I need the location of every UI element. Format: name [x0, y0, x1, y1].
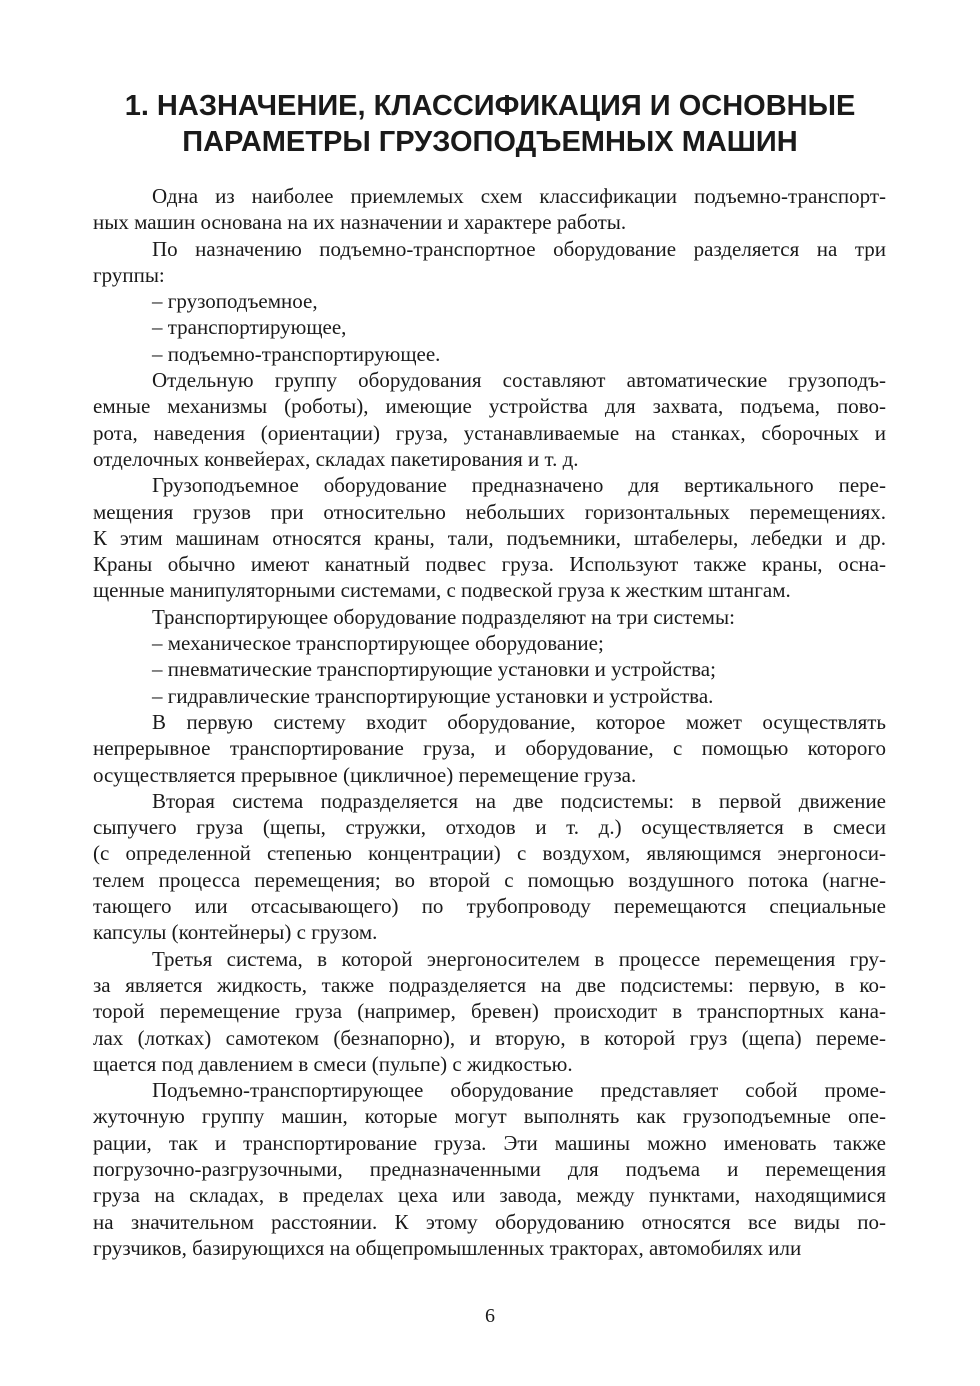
- text-line: Подъемно-транспортирующее оборудование представляет собой проме-: [152, 1078, 886, 1103]
- text-line: телем процесса перемещения; во второй с помощью воздушного потока (нагне-: [93, 867, 886, 892]
- text-line: емные механизмы (роботы), имеющие устройства для захвата, подъема, пово-: [93, 394, 886, 419]
- paragraph: [93, 656, 886, 682]
- text-line: рота, наведения (ориентации) груза, устанавливаемые на станках, сборочных и: [93, 420, 886, 445]
- paragraph: [93, 183, 886, 236]
- paragraph: [93, 788, 886, 946]
- text-line: Отдельную группу оборудования составляют автоматические грузоподъ-: [152, 368, 886, 393]
- paragraph: [93, 236, 886, 289]
- heading-line-2: ПАРАМЕТРЫ ГРУЗОПОДЪЕМНЫХ МАШИН: [182, 126, 798, 158]
- heading-line-1: 1. НАЗНАЧЕНИЕ, КЛАССИФИКАЦИЯ И ОСНОВНЫЕ: [124, 90, 856, 122]
- text-line: погрузочно-разгрузочными, предназначенными для подъема и перемещения: [93, 1156, 886, 1181]
- text-line: отделочных конвейерах, складах пакетирования и т. д.: [93, 446, 579, 471]
- text-line: Вторая система подразделяется на две подсистемы: в первой движение: [152, 788, 886, 813]
- text-line: лах (лотках) самотеком (безнапорно), и вторую, в которой груз (щепа) переме-: [93, 1025, 886, 1050]
- paragraph: [93, 367, 886, 472]
- text-line: – грузоподъемное,: [152, 289, 318, 314]
- text-line: – механическое транспортирующее оборудование;: [152, 631, 604, 656]
- text-line: В первую систему входит оборудование, которое может осуществлять: [152, 709, 886, 734]
- text-line: Одна из наиболее приемлемых схем классификации подъемно-транспорт-: [152, 184, 886, 208]
- text-line: Третья система, в которой энергоносителем в процессе перемещения гру-: [152, 946, 886, 971]
- text-line: груза на складах, в пределах цеха или завода, между пунктами, находящимися: [93, 1183, 886, 1208]
- text-line: К этим машинам относятся краны, тали, подъемники, штабелеры, лебедки и др.: [93, 525, 886, 550]
- paragraph: [93, 709, 886, 788]
- paragraph: [93, 683, 886, 709]
- text-line: По назначению подъемно-транспортное оборудование разделяется на три: [152, 236, 886, 261]
- text-line: капсулы (контейнеры) с грузом.: [93, 920, 378, 945]
- text-line: жуточную группу машин, которые могут выполнять как грузоподъемные опе-: [93, 1104, 886, 1129]
- paragraph: [93, 314, 886, 340]
- paragraph: [93, 946, 886, 1077]
- paragraph: [93, 630, 886, 656]
- text-line: мещения грузов при относительно небольших горизонтальных перемещениях.: [93, 499, 886, 524]
- text-line: рации, так и транспортирование груза. Эти машины можно именовать также: [93, 1130, 886, 1155]
- text-line: ных машин основана на их назначении и характере работы.: [93, 210, 627, 235]
- text-line: осуществляется прерывное (цикличное) перемещение груза.: [93, 762, 637, 787]
- text-line: торой перемещение груза (например, бревен) происходит в транспортных кана-: [93, 999, 886, 1024]
- page-number: 6: [485, 1305, 495, 1327]
- text-line: Краны обычно имеют канатный подвес груза. Используют также краны, осна-: [93, 552, 886, 577]
- paragraph: [93, 341, 886, 367]
- paragraph: [93, 472, 886, 603]
- text-line: – транспортирующее,: [152, 315, 347, 340]
- text-line: группы:: [93, 262, 165, 287]
- text-line: (с определенной степенью концентрации) с воздухом, являющимся энергоноси-: [93, 841, 886, 866]
- text-line: щается под давлением в смеси (пульпе) с жидкостью.: [93, 1051, 573, 1076]
- paragraph: [93, 1077, 886, 1261]
- text-line: сыпучего груза (щепы, стружки, отходов и т. д.) осуществляется в смеси: [93, 815, 886, 840]
- text-line: – подъемно-транспортирующее.: [152, 341, 441, 366]
- text-line: – пневматические транспортирующие установки и устройства;: [152, 657, 716, 682]
- chapter-heading: [80, 88, 900, 160]
- body-text: [93, 183, 886, 1261]
- text-line: щенные манипуляторными системами, с подвеской груза к жестким штангам.: [93, 578, 791, 603]
- text-line: на значительном расстоянии. К этому оборудованию относятся все виды по-: [93, 1209, 886, 1234]
- text-line: Транспортирующее оборудование подразделяют на три системы:: [152, 604, 735, 629]
- text-line: – гидравлические транспортирующие установки и устройства.: [152, 683, 714, 708]
- paragraph: [93, 288, 886, 314]
- text-line: тающего или отсасывающего) по трубопроводу перемещаются специальные: [93, 894, 886, 919]
- text-line: непрерывное транспортирование груза, и оборудование, с помощью которого: [93, 736, 886, 761]
- text-line: за является жидкость, также подразделяется на две подсистемы: первую, в ко-: [93, 972, 886, 997]
- text-line: грузчиков, базирующихся на общепромышленных тракторах, автомобилях или: [93, 1235, 802, 1260]
- text-line: Грузоподъемное оборудование предназначено для вертикального пере-: [152, 473, 886, 498]
- paragraph: [93, 604, 886, 630]
